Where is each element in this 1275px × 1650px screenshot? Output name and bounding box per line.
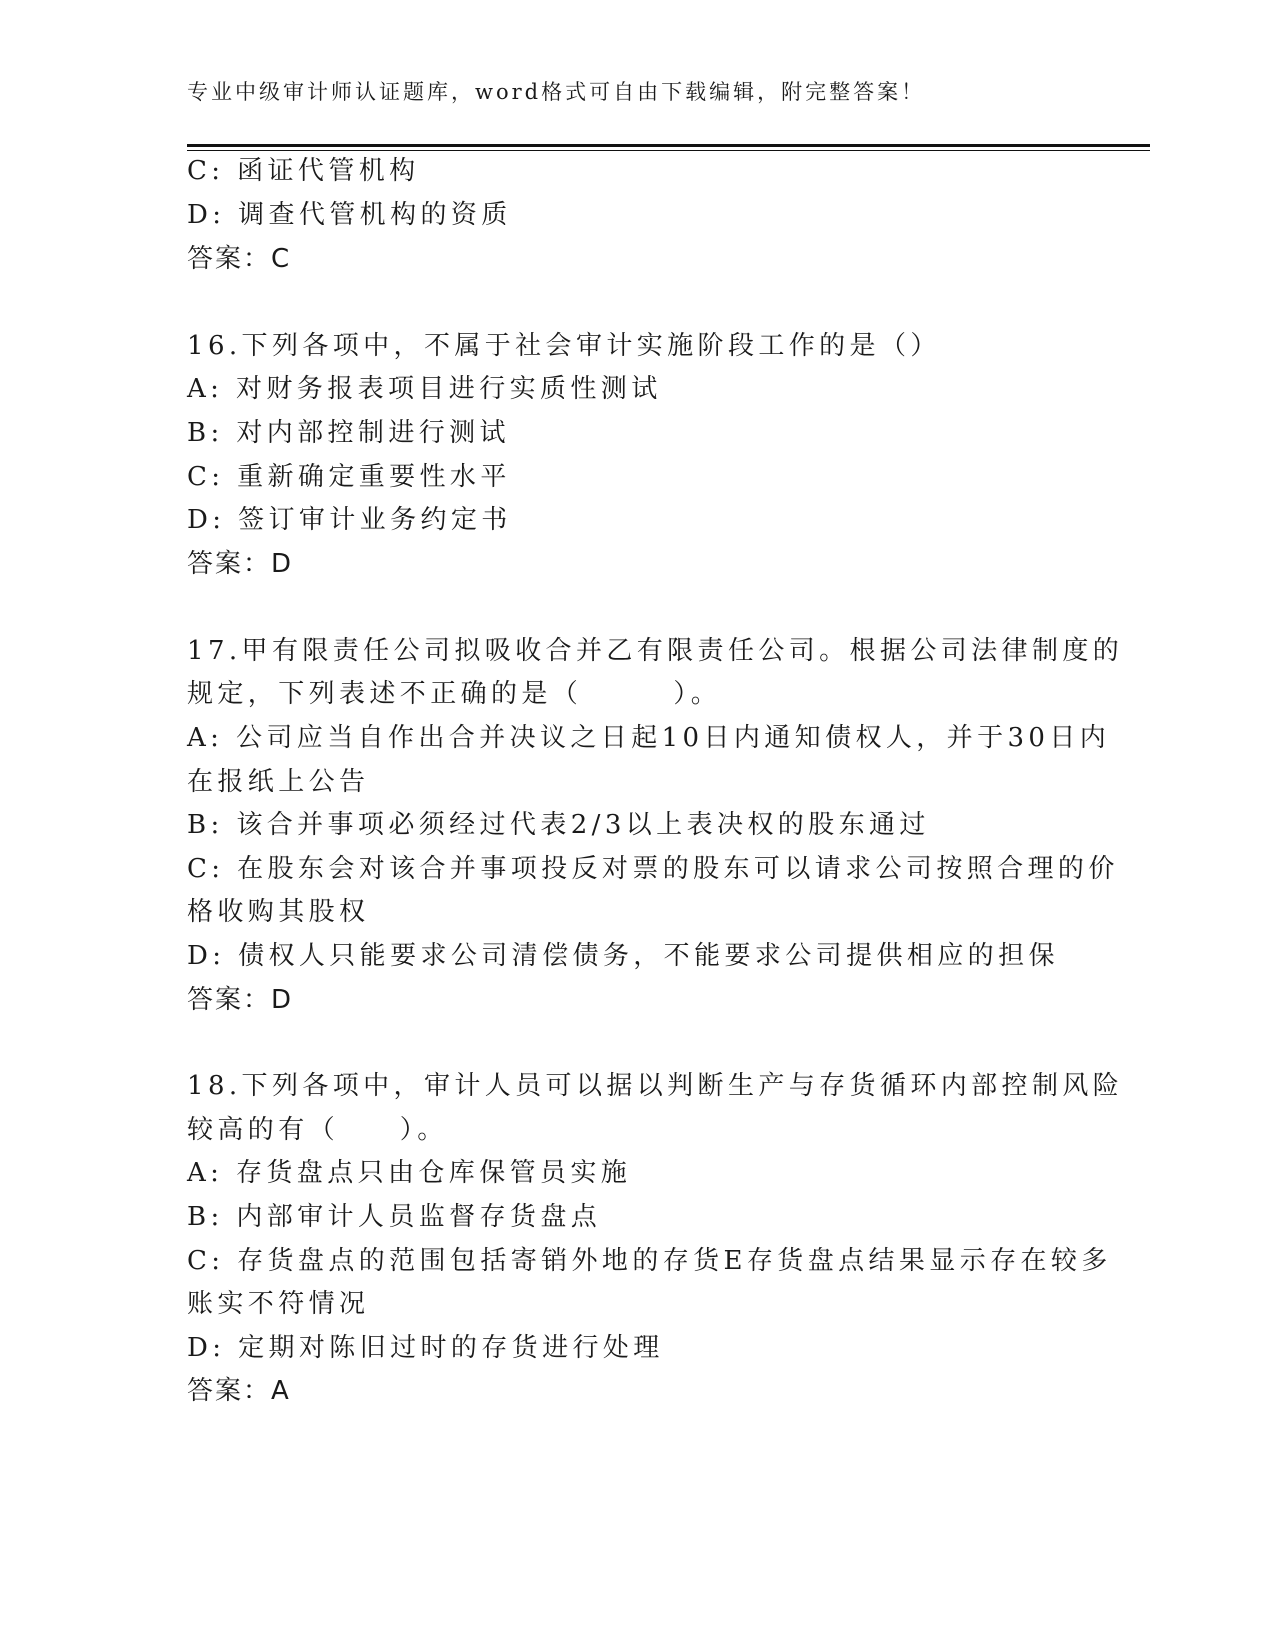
q18-option-c-line2: 账实不符情况 bbox=[187, 1289, 370, 1319]
q17-stem-line1: 17.甲有限责任公司拟吸收合并乙有限责任公司。根据公司法律制度的 bbox=[187, 636, 1124, 666]
page-header: 专业中级审计师认证题库，word格式可自由下载编辑，附完整答案！ bbox=[187, 80, 926, 104]
q18-answer: 答案：A bbox=[187, 1376, 291, 1406]
q17-option-a-line2: 在报纸上公告 bbox=[187, 767, 370, 797]
q16-stem: 16.下列各项中，不属于社会审计实施阶段工作的是（） bbox=[187, 331, 941, 361]
q15-answer: 答案：C bbox=[187, 244, 292, 274]
q17-option-a-line1: A: 公司应当自作出合并决议之日起10日内通知债权人，并于30日内 bbox=[187, 723, 1111, 753]
q18-option-a: A: 存货盘点只由仓库保管员实施 bbox=[187, 1158, 632, 1188]
q18-stem-line1: 18.下列各项中，审计人员可以据以判断生产与存货循环内部控制风险 bbox=[187, 1071, 1124, 1101]
q16-option-c: C: 重新确定重要性水平 bbox=[187, 462, 511, 492]
q17-option-b: B: 该合并事项必须经过代表2/3以上表决权的股东通过 bbox=[187, 810, 930, 840]
q17-option-c-line2: 格收购其股权 bbox=[187, 897, 370, 927]
q17-answer: 答案：D bbox=[187, 985, 294, 1015]
q18-option-b: B: 内部审计人员监督存货盘点 bbox=[187, 1202, 602, 1232]
q17-option-c-line1: C: 在股东会对该合并事项投反对票的股东可以请求公司按照合理的价 bbox=[187, 854, 1119, 884]
q16-option-b: B: 对内部控制进行测试 bbox=[187, 418, 510, 448]
q16-answer: 答案：D bbox=[187, 549, 294, 579]
q17-stem-line2: 规定，下列表述不正确的是（ ）。 bbox=[187, 679, 722, 709]
q16-option-a: A: 对财务报表项目进行实质性测试 bbox=[187, 374, 662, 404]
q18-option-d: D: 定期对陈旧过时的存货进行处理 bbox=[187, 1333, 664, 1363]
q17-option-d: D: 债权人只能要求公司清偿债务，不能要求公司提供相应的担保 bbox=[187, 941, 1059, 971]
q16-option-d: D: 签订审计业务约定书 bbox=[187, 505, 512, 535]
q18-stem-line2: 较高的有（ ）。 bbox=[187, 1115, 448, 1145]
q15-option-d: D: 调查代管机构的资质 bbox=[187, 200, 512, 230]
q15-option-c: C: 函证代管机构 bbox=[187, 156, 420, 186]
header-rule-thick bbox=[187, 144, 1150, 147]
q18-option-c-line1: C: 存货盘点的范围包括寄销外地的存货E存货盘点结果显示存在较多 bbox=[187, 1246, 1112, 1276]
header-rule-thin bbox=[187, 150, 1150, 151]
